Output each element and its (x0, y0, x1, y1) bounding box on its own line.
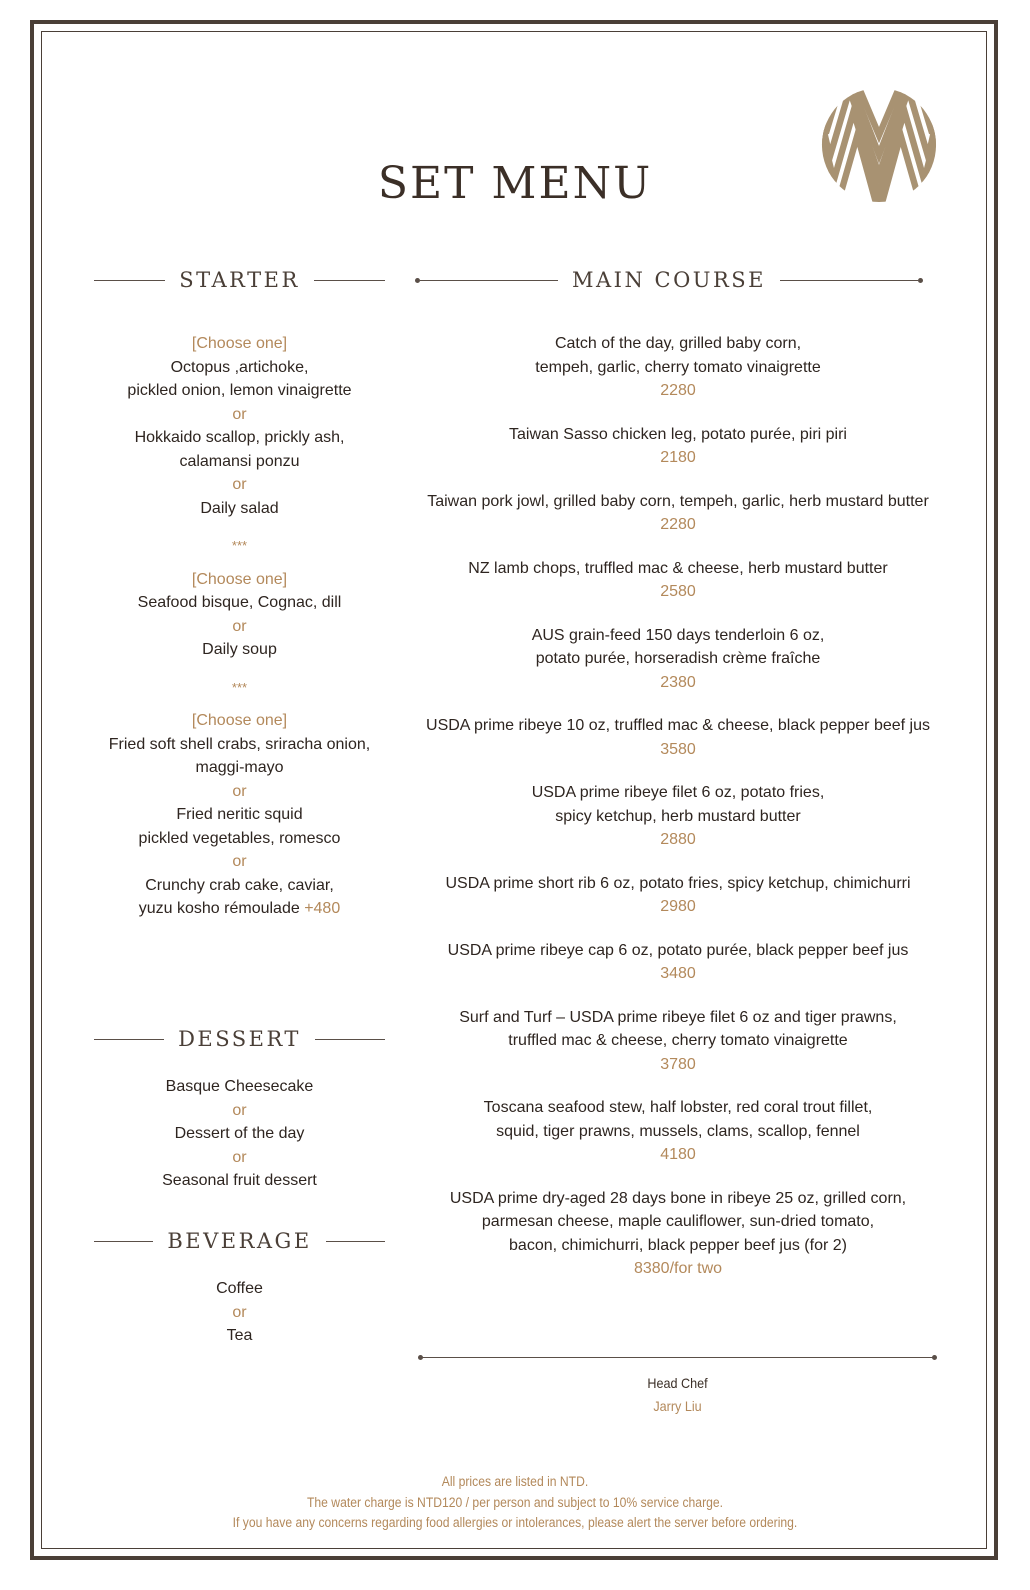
main-dish (408, 872, 948, 919)
page-title: SET MENU (377, 158, 653, 209)
dish-line: AUS grain-feed 150 days tenderloin 6 oz, (531, 626, 825, 644)
dish-price: 2880 (660, 831, 696, 848)
beverage-section (94, 1277, 385, 1348)
dish-line: USDA prime ribeye 10 oz, truffled mac & cheese, black pepper beef jus (426, 717, 930, 734)
starter-section (94, 332, 385, 921)
dish-price: 2580 (660, 583, 696, 600)
heading-rule (94, 1241, 153, 1242)
dish-line: USDA prime ribeye filet 6 oz, potato fries, (531, 784, 825, 801)
dish-price: 8380/for two (633, 1260, 723, 1277)
menu-line: pickled onion, lemon vinaigrette (127, 382, 352, 399)
menu-line: yuzu kosho rémoulade +480 (138, 900, 341, 917)
menu-line: Hokkaido scallop, prickly ash, (134, 429, 345, 446)
heading-rule (315, 1039, 385, 1040)
heading-rule (94, 280, 165, 281)
or-separator: or (232, 1148, 247, 1166)
menu-line: maggi-mayo (195, 759, 284, 776)
ornament-dot (932, 1355, 937, 1360)
starter-group (94, 568, 385, 662)
main-course-section (408, 332, 948, 1301)
main-dish (408, 624, 948, 695)
menu-line: calamansi ponzu (179, 452, 300, 470)
menu-line: pickled vegetables, romesco (138, 829, 341, 847)
ornament-dot (918, 278, 923, 283)
menu-line: Dessert of the day (174, 1125, 305, 1142)
main-dish (408, 1006, 948, 1077)
main-course-heading: MAIN COURSE (415, 268, 923, 292)
main-dish (408, 490, 948, 537)
stylized-w-monogram-icon (820, 86, 938, 204)
menu-line: Basque Cheesecake (165, 1078, 314, 1095)
dessert-heading: DESSERT (94, 1027, 385, 1051)
dish-line: bacon, chimichurri, black pepper beef jus (for 2) (509, 1236, 847, 1254)
heading-rule (780, 280, 918, 281)
main-dish (408, 332, 948, 403)
menu-line: Coffee (216, 1280, 263, 1297)
heading-rule (314, 280, 385, 281)
choose-label: [Choose one] (191, 712, 288, 729)
dish-price: 3580 (660, 740, 696, 758)
chef-label: Head Chef (647, 1375, 708, 1391)
or-separator: or (232, 782, 247, 800)
starter-heading: STARTER (94, 268, 385, 292)
dish-price: 2380 (660, 673, 696, 691)
dish-line: Taiwan pork jowl, grilled baby corn, tempeh, garlic, herb mustard butter (427, 492, 929, 510)
dish-line: parmesan cheese, maple cauliflower, sun-dried tomato, (481, 1213, 875, 1230)
main-dish (408, 1187, 948, 1281)
or-separator: or (232, 1303, 247, 1321)
dish-price: 2980 (660, 898, 696, 915)
footer-line: The water charge is NTD120 / per person and subject to 10% service charge. (306, 1494, 724, 1510)
dish-line: Toscana seafood stew, half lobster, red coral trout fillet, (483, 1099, 873, 1116)
main-dish (408, 1096, 948, 1167)
choose-label: [Choose one] (191, 335, 288, 352)
heading-rule (326, 1241, 385, 1242)
menu-line: Daily soup (202, 641, 277, 658)
menu-line: Seasonal fruit dessert (162, 1172, 317, 1189)
heading-rule (420, 280, 558, 281)
or-separator: or (232, 476, 247, 493)
beverage-heading: BEVERAGE (94, 1229, 385, 1253)
dessert-section (94, 1075, 385, 1193)
main-dish (408, 557, 948, 604)
starter-group (94, 332, 385, 520)
dish-price: 2180 (660, 449, 696, 466)
dish-line: potato purée, horseradish crème fraîche (535, 650, 821, 667)
dish-line: squid, tiger prawns, mussels, clams, scallop, fennel (496, 1122, 860, 1140)
dish-line: USDA prime ribeye cap 6 oz, potato purée, black pepper beef jus (447, 941, 909, 959)
main-dish (408, 781, 948, 852)
dish-line: spicy ketchup, herb mustard butter (555, 807, 801, 825)
dish-line: tempeh, garlic, cherry tomato vinaigrette (535, 358, 821, 376)
main-dish (408, 714, 948, 761)
main-dish (408, 423, 948, 470)
dish-line: USDA prime dry-aged 28 days bone in ribeye 25 oz, grilled corn, (449, 1189, 907, 1207)
surcharge-price: +480 (304, 900, 341, 917)
dish-line: Catch of the day, grilled baby corn, (554, 335, 802, 352)
chef-signature (446, 1372, 910, 1418)
dish-price: 3780 (660, 1055, 696, 1073)
menu-line: Octopus ,artichoke, (170, 358, 309, 376)
menu-line: Crunchy crab cake, caviar, (145, 876, 334, 894)
dish-price: 2280 (660, 382, 696, 399)
main-dish (408, 939, 948, 986)
footer-line: All prices are listed in NTD. (441, 1474, 589, 1489)
course-separator: *** (231, 679, 248, 695)
dish-price: 4180 (660, 1146, 696, 1163)
menu-line: Fried soft shell crabs, sriracha onion, (108, 735, 371, 753)
chef-name: Jarry Liu (653, 1398, 702, 1414)
course-separator: *** (231, 538, 248, 553)
menu-line: Tea (226, 1327, 253, 1344)
dish-line: NZ lamb chops, truffled mac & cheese, herb mustard butter (468, 559, 888, 577)
dish-line: truffled mac & cheese, cherry tomato vinaigrette (508, 1032, 848, 1049)
footer-line: If you have any concerns regarding food allergies or intolerances, please alert the server before ordering. (232, 1515, 798, 1530)
heading-rule (94, 1039, 164, 1040)
or-separator: or (232, 405, 247, 423)
ornament-dot (418, 1355, 423, 1360)
dish-line: Surf and Turf – USDA prime ribeye filet 6 oz and tiger prawns, (459, 1008, 897, 1026)
starter-group (94, 709, 385, 921)
dish-price: 2280 (660, 516, 696, 533)
dish-line: Taiwan Sasso chicken leg, potato purée, piri piri (509, 425, 847, 443)
menu-line: Daily salad (200, 499, 279, 517)
dish-line: USDA prime short rib 6 oz, potato fries, spicy ketchup, chimichurri (445, 874, 911, 892)
menu-line: Seafood bisque, Cognac, dill (137, 594, 342, 611)
or-separator: or (232, 617, 247, 635)
or-separator: or (232, 1101, 247, 1119)
or-separator: or (232, 853, 247, 870)
menu-line: Fried neritic squid (176, 806, 303, 823)
bottom-divider (420, 1357, 935, 1358)
footer-notes (52, 1472, 979, 1534)
choose-label: [Choose one] (191, 570, 288, 588)
dish-price: 3480 (660, 965, 696, 982)
